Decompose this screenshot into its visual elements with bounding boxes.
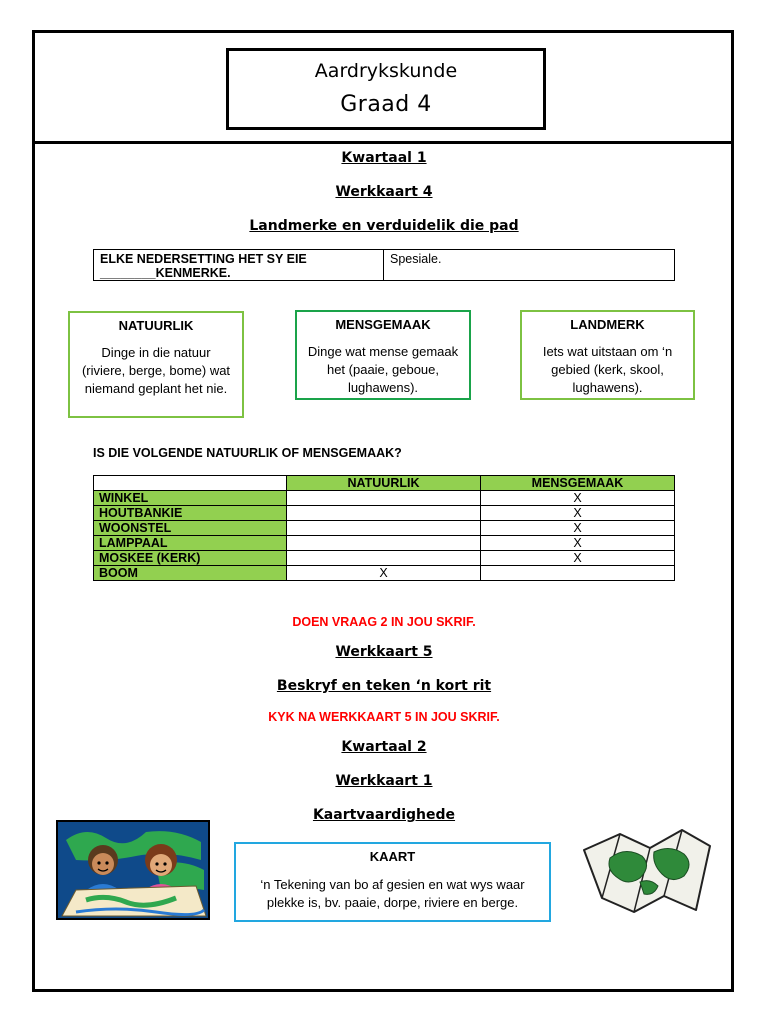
grade-title: Graad 4	[340, 92, 432, 117]
table-header-row	[94, 476, 675, 491]
term-heading-1: Kwartaal 1	[341, 150, 427, 166]
question-heading: IS DIE VOLGENDE NATUURLIK OF MENSGEMAAK?	[93, 446, 402, 460]
mensgemaak-mark	[481, 566, 675, 581]
natuurlik-mark	[287, 536, 481, 551]
worksheet-heading-1: Werkkaart 4	[335, 184, 433, 200]
row-item: LAMPPAAL	[94, 536, 287, 551]
definition-landmerk	[520, 310, 695, 400]
table-row	[94, 506, 675, 521]
fill-in-table	[93, 249, 675, 281]
topic-heading-3: Kaartvaardighede	[312, 807, 456, 823]
row-item: HOUTBANKIE	[94, 506, 287, 521]
row-item: MOSKEE (KERK)	[94, 551, 287, 566]
table-row	[94, 491, 675, 506]
title-box	[226, 48, 546, 130]
row-item: WOONSTEL	[94, 521, 287, 536]
definition-natuurlik	[68, 311, 244, 418]
mensgemaak-mark: X	[481, 491, 675, 506]
table-row	[94, 536, 675, 551]
fill-in-answer: Spesiale.	[390, 252, 442, 266]
table-row	[94, 566, 675, 581]
natuurlik-mark: X	[287, 566, 481, 581]
mensgemaak-mark: X	[481, 536, 675, 551]
table-row	[94, 521, 675, 536]
definition-term: KAART	[369, 849, 416, 864]
definition-term: LANDMERK	[570, 317, 645, 332]
mensgemaak-mark: X	[481, 551, 675, 566]
instruction-werkkaart-5: KYK NA WERKKAART 5 IN JOU SKRIF.	[268, 710, 500, 724]
definition-text: Dinge in die natuur (riviere, berge, bome) wat niemand geplant het nie.	[81, 345, 231, 396]
worksheet-heading-2: Werkkaart 5	[335, 644, 433, 660]
term-heading-2: Kwartaal 2	[341, 739, 427, 755]
definition-term: NATUURLIK	[118, 318, 194, 333]
definition-kaart	[234, 842, 551, 922]
folded-map-illustration	[580, 822, 715, 917]
topic-heading-1: Landmerke en verduidelik die pad	[249, 218, 519, 234]
table-header-blank	[94, 476, 287, 491]
header-divider	[35, 141, 731, 144]
subject-title: Aardrykskunde	[314, 60, 458, 82]
natuurlik-mark	[287, 491, 481, 506]
definition-term: MENSGEMAAK	[335, 317, 431, 332]
natuurlik-mark	[287, 506, 481, 521]
row-item: WINKEL	[94, 491, 287, 506]
worksheet-heading-3: Werkkaart 1	[335, 773, 433, 789]
instruction-vraag-2: DOEN VRAAG 2 IN JOU SKRIF.	[292, 615, 476, 629]
classification-table	[93, 475, 675, 581]
definition-text: ‘n Tekening van bo af gesien en wat wys waar plekke is, bv. paaie, dorpe, riviere en berge.	[260, 877, 525, 910]
topic-heading-2: Beskryf en teken ‘n kort rit	[276, 678, 492, 694]
natuurlik-mark	[287, 521, 481, 536]
definition-text: Iets wat uitstaan om ‘n gebied (kerk, skool, lughawens).	[542, 344, 673, 395]
row-item: BOOM	[94, 566, 287, 581]
mensgemaak-mark: X	[481, 506, 675, 521]
mensgemaak-mark: X	[481, 521, 675, 536]
fill-in-statement: ELKE NEDERSETTING HET SY EIE ________KENMERKE.	[94, 250, 384, 280]
table-row	[94, 551, 675, 566]
table-header-mensgemaak: MENSGEMAAK	[481, 476, 675, 491]
table-header-natuurlik: NATUURLIK	[287, 476, 481, 491]
definition-text: Dinge wat mense gemaak het (paaie, geboue, lughawens).	[307, 344, 459, 395]
children-map-illustration	[56, 820, 210, 920]
natuurlik-mark	[287, 551, 481, 566]
definition-mensgemaak	[295, 310, 471, 400]
